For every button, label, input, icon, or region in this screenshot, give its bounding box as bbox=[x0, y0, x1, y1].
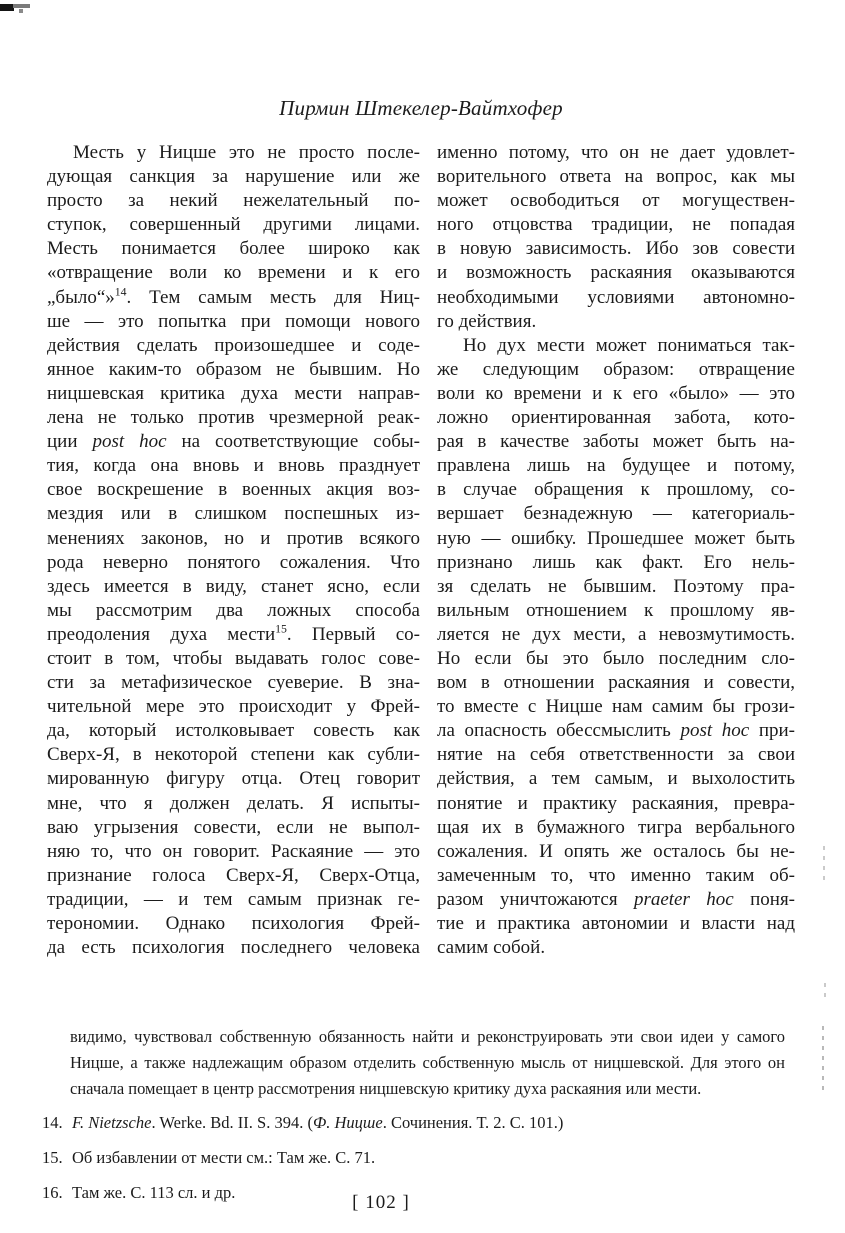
text-line: ную — ошибку. Прошедшее может быть bbox=[437, 527, 795, 549]
text-line: щая их в бумажного тигра вербального bbox=[437, 816, 795, 838]
text-line: сти за метафизическое суеверие. В зна- bbox=[47, 672, 420, 694]
text-line: сожаления. И опять же осталось бы не- bbox=[437, 840, 795, 862]
text-line: тия, когда она вновь и вновь празднует bbox=[47, 455, 420, 477]
footnote-text: F. Nietzsche. Werke. Bd. II. S. 394. (Ф. Ницше. Сочинения. Т. 2. С. 101.) bbox=[72, 1113, 564, 1132]
text-line: «отвращение воли ко времени и к его bbox=[47, 262, 420, 284]
text-line: действия, а тем самым, и выхолостить bbox=[437, 768, 795, 790]
text-line: ложно ориентированная забота, кото- bbox=[437, 407, 795, 429]
footnote-continuation bbox=[70, 1024, 785, 1102]
text-line: ступок, совершенный другими лицами. bbox=[47, 214, 420, 236]
right-column bbox=[437, 141, 795, 960]
text-line: видимо, чувствовал собственную обязанность найти и реконструировать эти свои идеи у самого bbox=[70, 1027, 785, 1046]
text-line: ворительного ответа на вопрос, как мы bbox=[437, 166, 795, 188]
text-line: и возможность раскаяния оказываются bbox=[437, 262, 795, 284]
text-line: нятие на себя ответственности за свои bbox=[437, 744, 795, 766]
scan-artifact-right-edge bbox=[823, 846, 825, 886]
text-line: менениях законов, но и против всякого bbox=[47, 527, 420, 549]
text-line: Месть понимается более широко как bbox=[47, 238, 420, 260]
text-line: вильным отношением к прошлому яв- bbox=[437, 599, 795, 621]
scan-artifact-right-edge bbox=[822, 1026, 824, 1096]
text-line: янное каким-то образом не бывшим. Но bbox=[47, 358, 420, 380]
text-line: терономии. Однако психология Фрей- bbox=[47, 913, 420, 934]
page-number: [ 102 ] bbox=[352, 1192, 410, 1213]
text-line: вершает безнадежную — категориаль- bbox=[437, 503, 795, 525]
text-line: здесь имеется в виду, станет ясно, если bbox=[47, 575, 420, 597]
text-line: рая в качестве заботы может быть на- bbox=[437, 431, 795, 453]
text-line: стоит в том, чтобы выдавать голос сове- bbox=[47, 647, 420, 669]
text-line: традиции, — и тем самым признак ге- bbox=[47, 888, 420, 910]
text-line: мне, что я должен делать. Я испыты- bbox=[47, 792, 420, 814]
footnote-text: Об избавлении от мести см.: Там же. С. 71. bbox=[72, 1148, 376, 1167]
text-line: просто за некий нежелательный по- bbox=[47, 190, 420, 212]
text-line: зя сделать не бывшим. Поэтому пра- bbox=[437, 575, 795, 597]
left-column bbox=[47, 141, 420, 960]
text-line: в случае обращения к прошлому, со- bbox=[437, 479, 795, 501]
scan-artifact-top-left bbox=[19, 9, 23, 13]
text-line: сначала помещает в центр рассмотрения ницшевскую критику духа раскаяния или мести. bbox=[70, 1079, 702, 1098]
text-line: действия сделать произошедшее и соде- bbox=[47, 334, 420, 356]
text-line: преодоления духа мести$^{15}$. Первый со- bbox=[47, 622, 420, 645]
text-line: правлена лишь на будущее и потому, bbox=[437, 455, 795, 477]
text-line: замеченным то, что именно таким об- bbox=[437, 864, 795, 886]
text-line: „было“»$^{14}$. Тем самым месть для Ниц- bbox=[47, 285, 420, 308]
text-line: ляется не дух мести, а невозмутимость. bbox=[437, 623, 795, 645]
text-line: может освободиться от могуществен- bbox=[437, 190, 795, 212]
scan-artifact-right-edge bbox=[824, 983, 826, 997]
text-line: ного отцовства традиции, не попадая bbox=[437, 214, 795, 236]
text-line: понятие и практику раскаяния, превра- bbox=[437, 792, 795, 814]
text-line: Но если бы это было последним сло- bbox=[437, 647, 795, 669]
text-line: няю то, что он говорит. Раскаяние — это bbox=[47, 840, 420, 862]
text-line: свое воскрешение в военных акция воз- bbox=[47, 479, 420, 501]
text-line: Сверх-Я, в некоторой степени как субли- bbox=[47, 744, 420, 766]
text-line: ла опасность обессмыслить post hoc при- bbox=[437, 720, 795, 742]
author-heading: Пирмин Штекелер-Вайтхофер bbox=[279, 96, 563, 120]
footnote-number: 15. bbox=[42, 1148, 63, 1167]
text-line: ваю угрызения совести, если не выпол- bbox=[47, 816, 420, 838]
text-line: признано лишь как факт. Его нель- bbox=[437, 551, 795, 573]
footnote bbox=[42, 1110, 800, 1136]
text-line: дующая санкция за нарушение или же bbox=[47, 166, 420, 188]
footnote-text: Там же. С. 113 сл. и др. bbox=[72, 1183, 236, 1202]
scan-artifact-top-left bbox=[13, 4, 30, 8]
text-line: рода неверно понятого сожаления. Что bbox=[47, 551, 420, 573]
text-line: Но дух мести может пониматься так- bbox=[463, 334, 795, 356]
text-line: мездия или в слишком поспешных из- bbox=[47, 503, 420, 525]
scan-artifact-top-left bbox=[0, 4, 14, 11]
text-line: да, который истолковывает совесть как bbox=[47, 720, 420, 742]
text-line: признание голоса Сверх-Я, Сверх-Отца, bbox=[47, 864, 420, 886]
text-line: мы рассмотрим два ложных способа bbox=[47, 599, 420, 621]
footnote bbox=[42, 1145, 800, 1171]
text-line: ницшевская критика духа мести направ- bbox=[47, 382, 420, 404]
text-line: тие и практика автономии и власти над bbox=[437, 913, 795, 934]
footnotes-section bbox=[42, 1024, 800, 1215]
text-line: в новую зависимость. Ибо зов совести bbox=[437, 238, 795, 260]
text-line: необходимыми условиями автономно- bbox=[437, 286, 795, 308]
text-line: же следующим образом: отвращение bbox=[437, 358, 795, 380]
text-line: чительной мере это происходит у Фрей- bbox=[47, 696, 420, 718]
text-line: ше — это попытка при помощи нового bbox=[47, 310, 420, 332]
text-line: вом в отношении раскаяния и совести, bbox=[437, 672, 795, 694]
text-line: Месть у Ницше это не просто после- bbox=[73, 142, 420, 163]
text-line: именно потому, что он не дает удовлет- bbox=[437, 142, 795, 163]
text-line: Ницше, а также надлежащим образом отделить собственную мысль от ницшевской. Для этого он bbox=[70, 1053, 785, 1072]
footnote-number: 16. bbox=[42, 1183, 63, 1202]
text-line: то вместе с Ницше нам самим бы грози- bbox=[437, 696, 795, 718]
text-line: самим собой. bbox=[437, 937, 546, 959]
text-line: да есть психология последнего человека bbox=[47, 937, 420, 959]
footnote-number: 14. bbox=[42, 1113, 63, 1132]
text-line: ции post hoc на соответствующие собы- bbox=[47, 431, 420, 453]
text-line: воли ко времени и к его «было» — это bbox=[437, 382, 795, 404]
text-line: мированную фигуру отца. Отец говорит bbox=[47, 768, 420, 790]
text-line: разом уничтожаются praeter hoc поня- bbox=[437, 888, 796, 910]
text-line: го действия. bbox=[437, 310, 537, 332]
text-line: лена не только против чрезмерной реак- bbox=[47, 407, 420, 429]
